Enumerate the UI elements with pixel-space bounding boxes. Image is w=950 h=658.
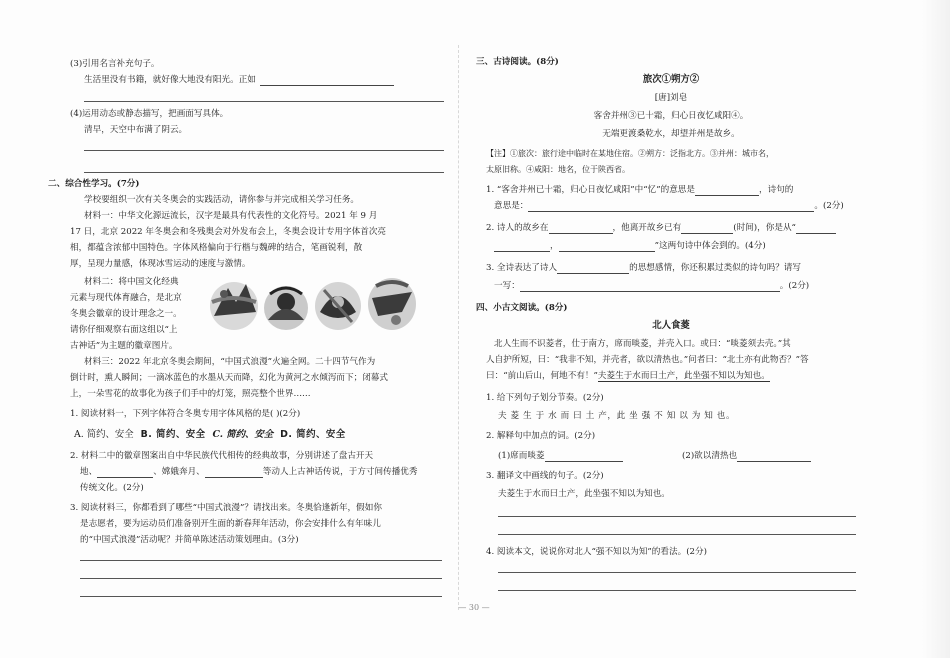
story-question-4: 4. 阅读本文，说说你对北人“强不知以为知”的看法。(2分) xyxy=(486,547,707,557)
question-3-line: 的“中国式浪漫”活动呢？并简单陈述活动策划理由。(3分) xyxy=(80,535,299,545)
answer-line[interactable] xyxy=(80,596,442,597)
poem-question-3: 一写： 。(2分) xyxy=(494,281,810,291)
answer-blank[interactable] xyxy=(681,224,733,234)
answer-blank[interactable] xyxy=(557,264,629,274)
material-2-line: 冬奥会徽章的设计理念之一。 xyxy=(70,309,182,319)
story-question-3: 3. 翻译文中画线的句子。(2分) xyxy=(486,471,604,481)
answer-line[interactable] xyxy=(84,150,444,151)
option-c[interactable]: C. 简约、安全 xyxy=(212,429,274,440)
answer-blank[interactable] xyxy=(260,76,394,86)
poem-notes: 太原旧称。④咸阳：地名，位于陕西省。 xyxy=(486,165,630,174)
story-line: 曰：“前山后山，何地不有！”夫菱生于水而曰土产，此坐强不知以为知也。 xyxy=(486,371,770,381)
rhythm-sentence: 夫 菱 生 于 水 而 曰 土 产，此 坐 强 不 知 以 为 知 也。 xyxy=(498,411,736,421)
story-title: 北人食菱 xyxy=(652,320,690,331)
page-number: — 30 — xyxy=(458,603,490,612)
question-2-line: 地、 、嫦娥奔月、 等动人上古神话传说，于方寸间传播优秀 xyxy=(80,467,418,477)
question-3-line: 3. 阅读材料三，你都看到了哪些“中国式浪漫”？请找出来。冬奥恰逢新年，假如你 xyxy=(70,503,382,513)
poem-question-1: 1. “客舍并州已十霜，归心日夜忆咸阳”中“忆”的意思是 ，诗句的 xyxy=(486,185,794,195)
material-3-line: 倒计时，熏人瞬间；一滴冰蓝色的水墨从天而降，幻化为黄河之水倾泻而下；闭幕式 xyxy=(70,373,388,383)
scan-edge xyxy=(922,0,950,658)
answer-line[interactable] xyxy=(498,572,856,573)
answer-line[interactable] xyxy=(80,578,442,579)
answer-line[interactable] xyxy=(498,534,856,535)
answer-blank[interactable] xyxy=(205,468,263,478)
answer-line[interactable] xyxy=(498,590,856,591)
poem-line-2: 无端更渡桑乾水，却望并州是故乡。 xyxy=(602,129,740,139)
translation-sentence: 夫菱生于水而曰土产，此坐强不知以为知也。 xyxy=(498,489,670,499)
material-3-line: 材料三：2022 年北京冬奥会期间，“中国式浪漫”火遍全网。二十四节气作为 xyxy=(84,357,376,367)
winter-olympic-emblems-image xyxy=(206,272,420,334)
word-item-2: (2)欲以清热也 xyxy=(682,450,811,462)
story-line: 人自护所短，曰：“我非不知，并壳者，欲以清热也。”问者曰：“北土亦有此物否？”答 xyxy=(486,355,809,365)
option-d[interactable]: D. 简约、安全 xyxy=(280,429,346,440)
answer-blank[interactable] xyxy=(559,242,655,252)
material-2-line: 请你仔细观察右面这组以“上 xyxy=(70,325,178,335)
material-2-line: 元素与现代体育融合，是北京 xyxy=(70,293,182,303)
answer-blank[interactable] xyxy=(737,452,811,462)
answer-blank[interactable] xyxy=(796,224,836,234)
poem-question-1: 意思是： 。(2分) xyxy=(494,201,844,211)
question-3-line: 是志愿者，要为运动员们准备别开生面的新春拜年活动，你会安排什么有年味儿 xyxy=(80,519,381,529)
material-1-line: 相，都蕴含浓郁中国特色。字体风格偏向于行楷与魏碑的结合，笔画锐利，散 xyxy=(70,243,363,253)
poem-line-1: 客舍并州③已十霜，归心日夜忆咸阳④。 xyxy=(593,111,749,121)
option-b[interactable]: B. 简约、安全 xyxy=(140,429,206,440)
material-1-line: 材料一：中华文化源远流长，汉字是最具有代表性的文化符号。2021 年 9 月 xyxy=(84,211,378,221)
font-options xyxy=(74,429,350,441)
question-2-line: 2. 材料二中的徽章图案出自中华民族代代相传的经典故事，分别讲述了盘古开天 xyxy=(70,451,374,461)
column-divider xyxy=(458,45,459,610)
emblem-2-icon xyxy=(264,286,308,330)
word-item-1: (1)席而啖菱 xyxy=(498,450,623,462)
poem-notes: 【注】①旅次：旅行途中临时在某地住宿。②朔方：泛指北方。③并州：城市名， xyxy=(486,149,774,158)
answer-line[interactable] xyxy=(80,560,442,561)
story-question-2: 2. 解释句中加点的词。(2分) xyxy=(486,431,596,441)
question-2-line: 传统文化。(2分) xyxy=(80,483,144,493)
material-2-line: 古神话”为主题的徽章图片。 xyxy=(70,341,178,351)
underlined-sentence: 夫菱生于水而曰土产，此坐强不知以为知也。 xyxy=(597,371,770,381)
answer-blank[interactable] xyxy=(528,202,814,212)
option-a[interactable]: A. 简约、安全 xyxy=(74,429,134,440)
item-4-prompt: 清早，天空中布满了阴云。 xyxy=(84,125,188,135)
material-2-line: 材料二：将中国文化经典 xyxy=(84,277,179,287)
item-4-label: (4)运用动态或静态描写，把画面写具体。 xyxy=(70,109,229,119)
section-2-title: 二、综合性学习。(7分) xyxy=(48,179,140,189)
question-1: 1. 阅读材料一，下列字体符合冬奥专用字体风格的是( )(2分) xyxy=(70,409,301,419)
poem-title: 旅次①朔方② xyxy=(642,74,700,85)
section-3-title: 三、古诗阅读。(8分) xyxy=(476,57,559,67)
item-3-label: (3)引用名言补充句子。 xyxy=(70,59,160,69)
story-question-1: 1. 给下列句子划分节奏。(2分) xyxy=(486,393,604,403)
material-1-line: 17 日，北京 2022 年冬奥会和冬残奥会对外发布会上，冬奥会设计专用字体首次亮 xyxy=(70,227,387,237)
answer-blank[interactable] xyxy=(545,452,623,462)
poem-question-3: 3. 全诗表达了诗人 的思想感情，你还积累过类似的诗句吗？请写 xyxy=(486,263,801,273)
section-2-intro: 学校要组织一次有关冬奥会的实践活动，请你参与并完成相关学习任务。 xyxy=(84,195,360,205)
answer-blank[interactable] xyxy=(695,186,759,196)
answer-line[interactable] xyxy=(84,101,444,102)
answer-blank[interactable] xyxy=(494,242,550,252)
emblem-3-icon xyxy=(315,282,361,330)
answer-blank[interactable] xyxy=(520,282,780,292)
poem-question-2: 2. 诗人的故乡在 ，他离开故乡已有 (时间)，你是从“ xyxy=(486,222,836,234)
material-3-line: 上，一朵雪花的故事化为孩子们手中的灯笼，照亮整个世界…… xyxy=(70,389,311,399)
answer-line[interactable] xyxy=(84,172,444,173)
material-1-line: 厚，呈现力量感，体现冰雪运动的速度与激情。 xyxy=(70,259,251,269)
emblem-1-icon xyxy=(210,282,258,330)
poem-author: [唐]刘皂 xyxy=(654,93,688,103)
poem-question-2: ， ”这两句诗中体会到的。(4分) xyxy=(494,240,766,252)
answer-line[interactable] xyxy=(498,516,856,517)
item-3-prompt: 生活里没有书籍，就好像大地没有阳光。正如 xyxy=(84,74,394,86)
section-4-title: 四、小古文阅读。(8分) xyxy=(476,303,568,313)
answer-blank[interactable] xyxy=(549,224,613,234)
story-line: 北人生而不识菱者，仕于南方，席而啖菱，并壳入口。或曰：“啖菱须去壳。”其 xyxy=(494,339,791,349)
answer-blank[interactable] xyxy=(97,468,153,478)
emblem-4-icon xyxy=(368,278,416,330)
